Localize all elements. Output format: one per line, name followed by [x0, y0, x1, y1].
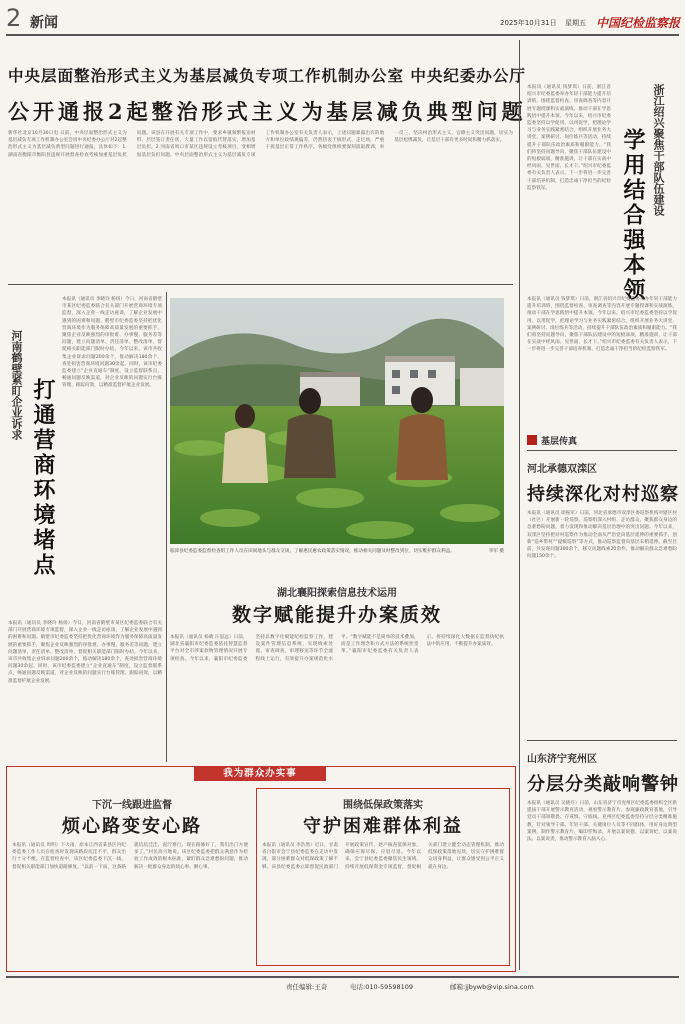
photo-credit: 李军 摄 — [488, 549, 504, 554]
hubei-article-body: 本报讯（通讯员 杨晓 汪思远）日前，湖北省襄阳市纪委监委依托智慧监督平台对全市涉案款物管理情况开展专项检查。今年以来，襄阳市纪委监委坚持以数字化赋能纪检监察工作，建设案件管理信息系统，实现线索处置、审查调查、审理移送等环节全流程线上运行，有效提升办案规范化水平。“数字赋能不是简单的技术叠加，而是工作理念和方式方法的系统性变革。”襄阳市纪委监委有关负责人表示，将持续深化大数据在监督执纪执法中的应用，不断提升办案质效。 — [170, 635, 504, 662]
right-column-divider — [519, 40, 520, 970]
shandong-kicker: 山东济宁兖州区 — [527, 754, 597, 765]
hebei-kicker: 河北承德双滦区 — [527, 464, 597, 475]
issue-weekday: 星期五 — [565, 19, 586, 27]
photo-caption-text: 临漳县纪委监委监督检查组工作人员在田间地头与群众交谈，了解惠民惠农政策落实情况，推动相关问题及时整改到位，切实维护群众利益。 — [170, 549, 455, 554]
left-column-body-a: 本报讯（通讯员 李晓玲 杨扬）今日，河南省鹤壁市某区纪委监委联合有关部门开展营商环境专项监督，深入企业一线走访座谈，了解企业发展中遇到的困难和问题。鹤壁市纪委监委坚持把优化营商环境作为服务保障高质量发展的重要抓手，聚焦企业反映强烈的审批难、办事慢、服务差等问题，建立问题清单、责任清单、整改清单，督促相关职能部门限时办结。今年以来，该市共收集企业诉求问题200余个，推动解决180余个，查处损害营商环境问题30余起。同时，该市纪委监委建立“企业直通车”制度，设立监督联系点，畅通问题反映渠道，对企业反映的问题实行台账管理、跟踪问效，以精准监督护航企业发展。 — [62, 297, 162, 389]
lead-bottom-rule — [8, 284, 513, 285]
field-scene-image — [170, 298, 504, 544]
masthead-rule — [6, 34, 679, 36]
shandong-article-body: 本报讯（通讯员 吴晓丹）日前，山东省济宁市兖州区纪委监委组织全区新提拔干部开展警示教育活动，观看警示教育片，参观廉政教育基地，引导党员干部知敬畏、存戒惧、守底线。兖州区纪委监委坚持分层分类精准施教，针对领导干部、年轻干部、关键岗位人员等不同群体，用好身边典型案例，制作警示教育片，编印忏悔录，开展以案说德、以案说纪、以案说法、以案说责，推动警示教育入脑入心。 — [527, 801, 677, 843]
page-number: 2 — [6, 4, 22, 32]
special-section-banner: 我为群众办实事 — [194, 766, 326, 781]
left-column-headline: 打通营商环境堵点 — [30, 378, 56, 578]
left-column-kicker: 河南鹤壁紧盯企业诉求 — [10, 330, 23, 440]
lead-article-body: 新华社北京10月30日电 日前，中央层面整治形式主义为基层减负专项工作机制办公室会同中央纪委办公厅对2起整治形式主义为基层减负典型问题进行通报。具体如下：1.湖南省衡阳市衡阳县违规开展督查检查考核加重基层负担问题。该县在开展有关专项工作中，要求乡镇频繁报送材料、层层签订责任状，大量工作以留痕代替落实，增加基层负担。2.河南省周口市某区违规设立考核项目、变相增加基层负担问题。中央层面整治形式主义为基层减负专项工作机制办公室有关负责人表示，上述问题暴露出有的地方和单位政绩观偏差，仍然热衷于搞形式、走过场，严重干扰基层正常工作秩序。各级党组织要深刻汲取教训，举一反三，坚决纠治形式主义、官僚主义突出问题，切实为基层松绑减负，让基层干部有更多时间和精力抓落实。 — [8, 131, 513, 158]
column-tag-rule — [527, 450, 677, 451]
special-left-kicker: 下沉一线跟进监督 — [92, 800, 172, 811]
special-right-kicker: 围绕低保政策落实 — [343, 800, 423, 811]
hebei-article-body: 本报讯（通讯员 徐振军）日前，河北省承德市双滦区委巡察机构对辖区村（社区）开展新一轮巡察。巡察组深入村组、走访群众，聚焦群众身边的急难愁盼问题，着力发现和推动解决基层治理中的突出问题。今年以来，双滦区坚持把对村巡察作为推动全面从严治党向基层延伸的重要抓手，创新“巡乡带村”“提级巡察”等方式，推动巡察监督向基层末梢延伸。截至目前，共发现问题300余个，移交问题线索20余件，推动解决群众急难愁盼问题150余个。 — [527, 511, 677, 560]
column-tag — [527, 434, 677, 446]
left-column-divider — [166, 292, 167, 762]
footer-phone: 电话:010-59598109 — [350, 983, 414, 991]
hebei-bottom-rule — [527, 740, 677, 741]
right-top-kicker: 浙江绍兴聚焦干部队伍建设 — [652, 84, 665, 216]
right-top-body-b: 本报讯（通讯员 钱梦琪）日前，浙江省绍兴市纪委监委举办年轻干部能力提升培训班，围绕监督检查、审查调查等内容开展专题授课和实战演练，推动干部在学思践悟中提升本领。今年以来，绍兴市纪委监委坚持以学促用、以用促学，把理论学习与业务实践紧密结合，组织开展业务大讲堂、案例研讨、岗位练兵等活动，持续提升干部队伍政治素质和履职能力。“我们将坚持问题导向，聚焦干部队伍建设中的短板弱项，精准施训，让干部在实战中经风雨、见世面、长才干。”绍兴市纪委监委有关负责人表示，下一步将进一步完善干部培养机制，打造忠诚干净担当的纪检监察铁军。 — [527, 297, 677, 353]
special-right-body: 本报讯（通讯员 李浩然）近日，甘肃省白银市会宁县纪委监委在走访中发现，部分困难群众对低保政策了解不够。该县纪委监委立即督促民政部门开展政策宣传，逐户核查低保对象，确保应保尽保、应退尽退。今年以来，会宁县纪委监委聚焦民生领域，持续开展低保资金专项监督，督促相关部门建立健全动态管理机制，推动低保政策落地见效，切实守护困难群众切身利益，让群众感受到公平正义就在身边。 — [262, 843, 504, 870]
shandong-headline: 分层分类敲响警钟 — [527, 774, 679, 795]
lead-headline-line2: 公开通报2起整治形式主义为基层减负典型问题 — [8, 99, 527, 124]
footer-rule — [6, 976, 679, 978]
hubei-kicker: 湖北襄阳探索信息技术运用 — [277, 588, 397, 599]
special-left-headline: 烦心路变安心路 — [62, 816, 202, 837]
right-top-body-a: 本报讯（通讯员 钱梦琪）日前，浙江省绍兴市纪委监委举办年轻干部能力提升培训班，围绕监督检查、审查调查等内容开展专题授课和实战演练，推动干部在学思践悟中提升本领。今年以来，绍兴市纪委监委坚持以学促用、以用促学，把理论学习与业务实践紧密结合，组织开展业务大讲堂、案例研讨、岗位练兵等活动，持续提升干部队伍政治素质和履职能力。“我们将坚持问题导向，聚焦干部队伍建设中的短板弱项，精准施训，让干部在实战中经风雨、见世面、长才干。”绍兴市纪委监委有关负责人表示，下一步将进一步完善干部培养机制，打造忠诚干净担当的纪检监察铁军。 — [527, 85, 611, 191]
newspaper-logo: 中国纪检监察报 — [596, 16, 681, 30]
hubei-headline: 数字赋能提升办案质效 — [231, 604, 442, 626]
feature-photo — [170, 298, 504, 544]
special-right-headline: 守护困难群体利益 — [303, 816, 463, 837]
special-left-body: 本报讯（通讯员 周明）下大雨，原本江西省某县区内纪委监委工作人员在检查时发现该路段坑洼不平，群众出行十分不便。在监督检查中，该区纪委监委下沉一线，督促相关职能部门加快道路修复。“以前一下雨，这条路就坑坑洼洼，泥泞难行。现在路修好了，我们出门方便多了。”村民高兴地说。该区纪委监委把群众满意作为检验工作成效的根本标准，紧盯群众急难愁盼问题，推动解决一批群众身边的烦心事、揪心事。 — [12, 843, 248, 870]
footer-editor: 责任编辑:王奇 — [286, 983, 328, 991]
left-column-body-b: 本报讯（通讯员 李晓玲 杨扬）今日，河南省鹤壁市某区纪委监委联合有关部门开展营商环境专项监督，深入企业一线走访座谈，了解企业发展中遇到的困难和问题。鹤壁市纪委监委坚持把优化营商环境作为服务保障高质量发展的重要抓手，聚焦企业反映强烈的审批难、办事慢、服务差等问题，建立问题清单、责任清单、整改清单，督促相关职能部门限时办结。今年以来，该市共收集企业诉求问题200余个，推动解决180余个，查处损害营商环境问题30余起。同时，该市纪委监委建立“企业直通车”制度，设立监督联系点，畅通问题反映渠道，对企业反映的问题实行台账管理、跟踪问效，以精准监督护航企业发展。 — [8, 621, 162, 684]
hebei-headline: 持续深化对村巡察 — [527, 484, 679, 505]
column-tag-icon — [527, 435, 537, 445]
column-tag-label: 基层传真 — [541, 437, 578, 447]
footer-email: 邮箱:jjbywb@vip.sina.com — [450, 983, 534, 991]
right-top-headline: 学用结合强本领 — [620, 128, 646, 303]
photo-caption — [170, 548, 504, 555]
issue-date: 2025年10月31日 — [500, 19, 557, 27]
lead-headline-line1: 中央层面整治形式主义为基层减负专项工作机制办公室 中央纪委办公厅 — [8, 66, 526, 85]
section-title: 新闻 — [30, 15, 58, 31]
